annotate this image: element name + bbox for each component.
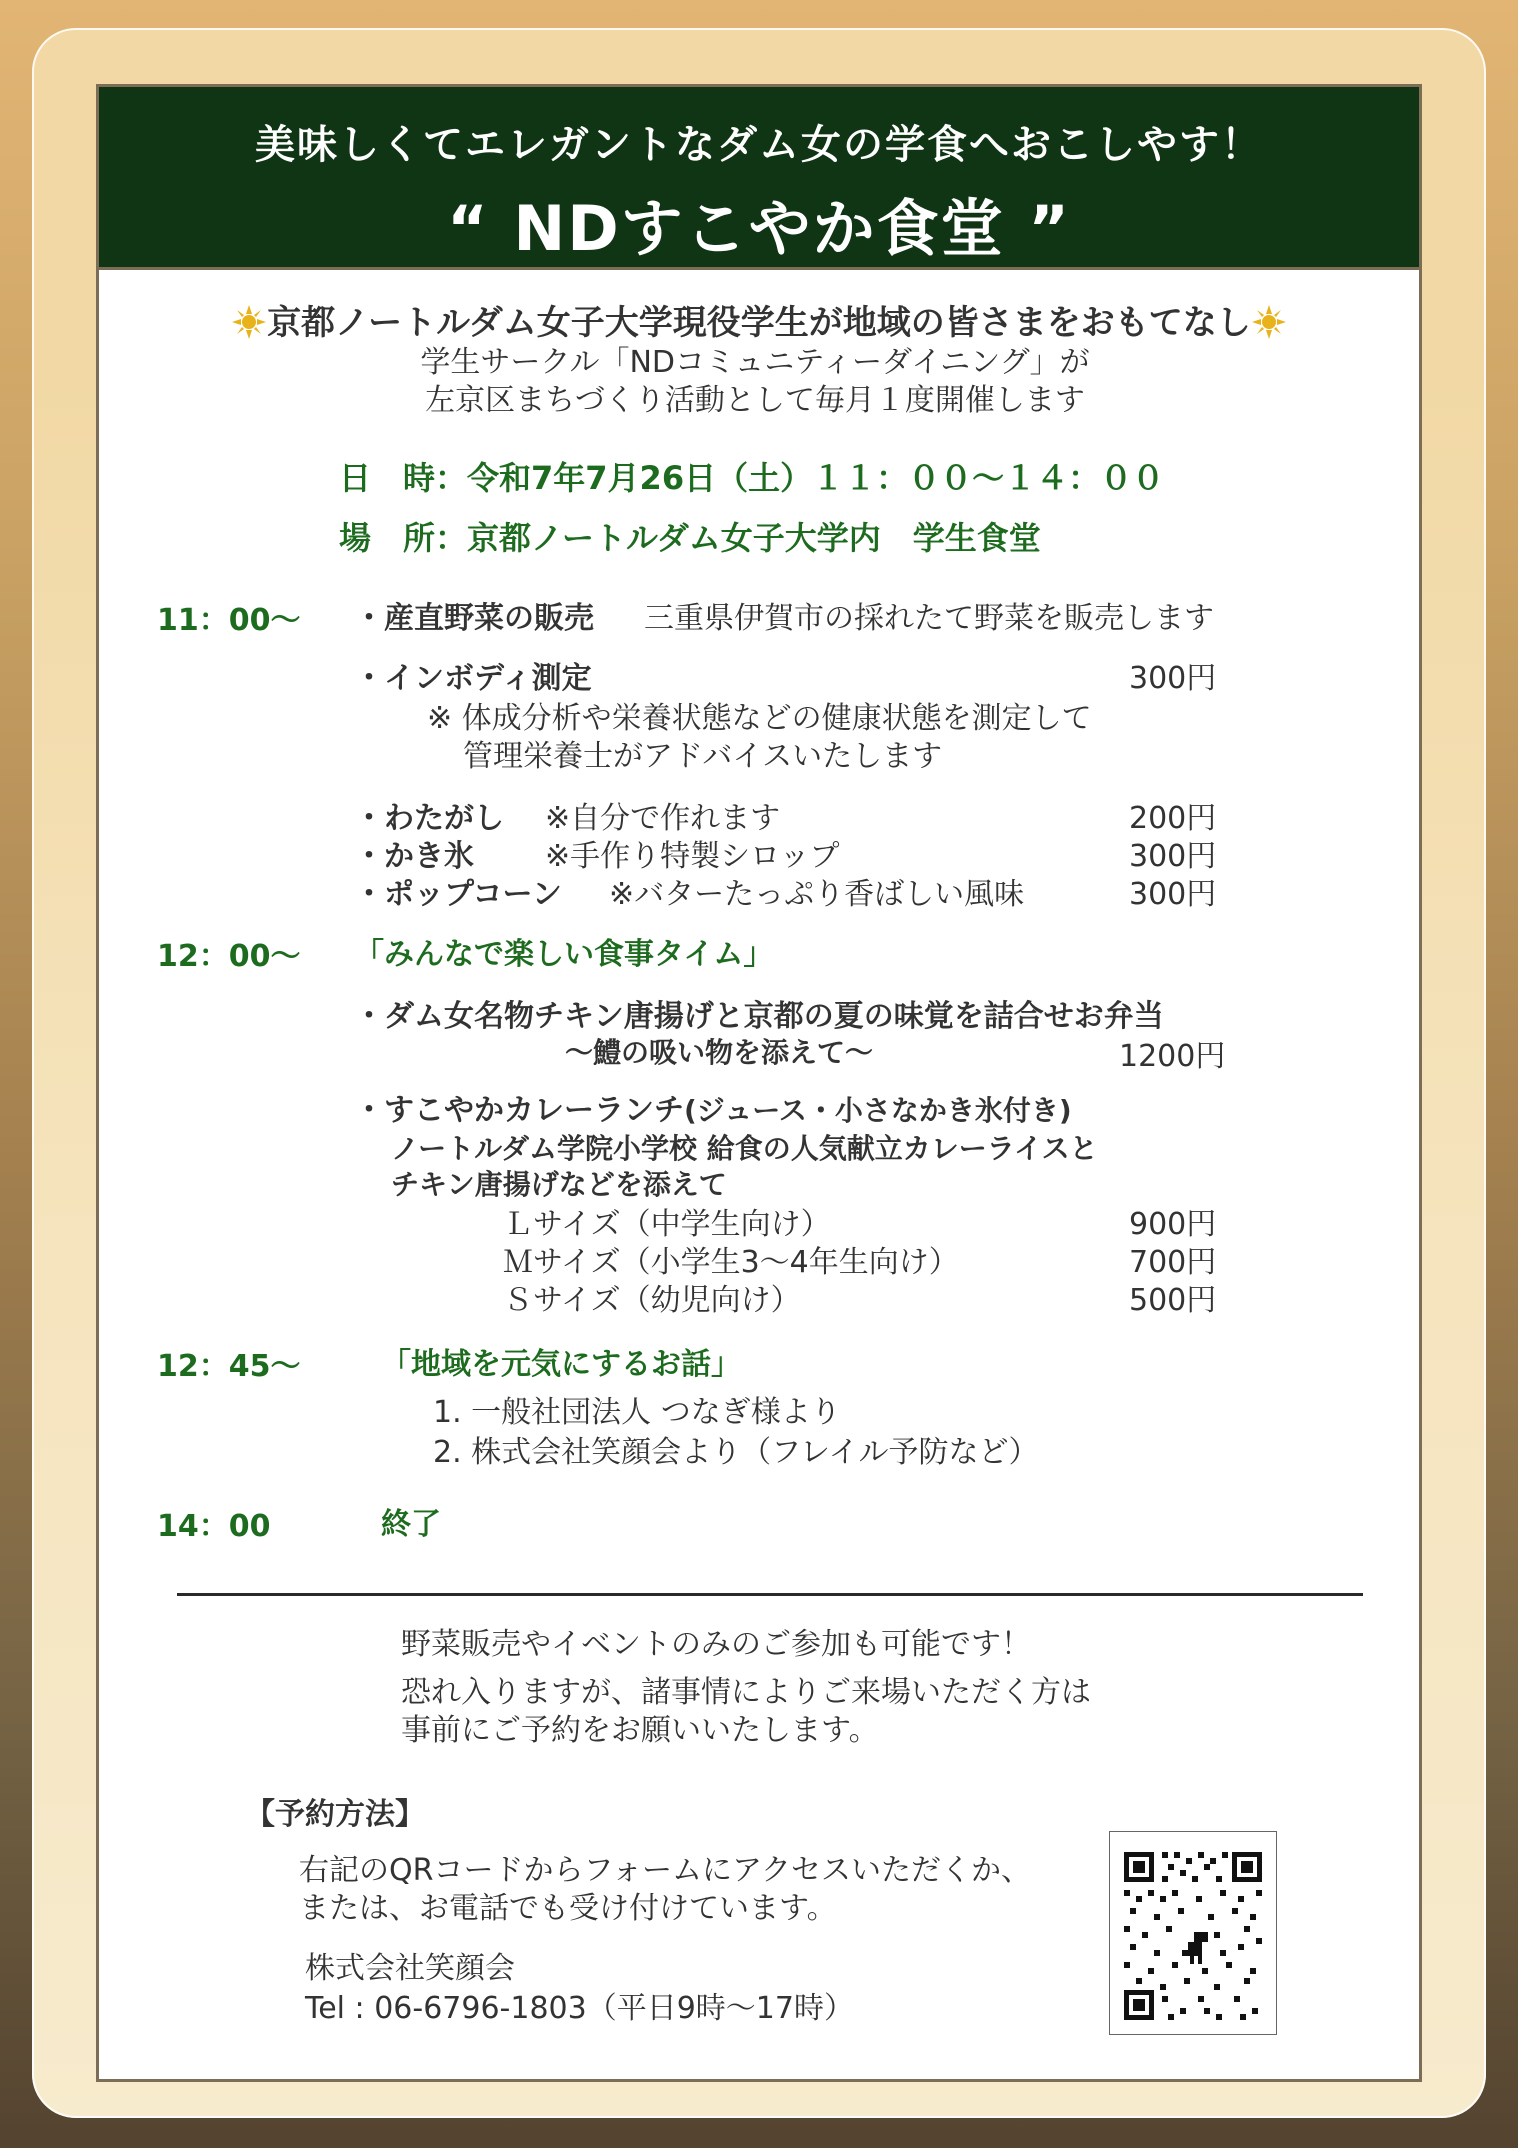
bento-subtitle: ～鱧の吸い物を添えて～ xyxy=(565,1036,874,1069)
talk-title: 「地域を元気にするお話」 xyxy=(381,1347,741,1382)
event-place xyxy=(339,513,1041,559)
size-l-price: 900円 xyxy=(1129,1207,1217,1242)
inbody-name: ・インボディ測定 xyxy=(354,661,592,696)
reservation-text-1: 右記のQRコードからフォームにアクセスいただくか、 xyxy=(299,1853,1032,1888)
curry-lunch xyxy=(354,1085,1072,1129)
size-l: Ｌサイズ（中学生向け） xyxy=(503,1207,831,1242)
veg-sale-desc: 三重県伊賀市の採れたて野菜を販売します xyxy=(644,601,1214,636)
reservation-heading: 【予約方法】 xyxy=(245,1797,425,1832)
time-1200: 12：00～ xyxy=(157,939,301,974)
flyer-sheet xyxy=(96,84,1422,2082)
banner-tagline: 美味しくてエレガントなダム女の学食へおこしやす！ xyxy=(255,122,1263,168)
intro-headline-text: 京都ノートルダム女子大学現役学生が地域の皆さまをおもてなし xyxy=(267,303,1251,343)
intro-sub-1: 学生サークル「NDコミュニティーダイニング」が xyxy=(420,345,1090,380)
sun-icon xyxy=(1251,304,1287,340)
bento-price: 1200円 xyxy=(1119,1039,1226,1074)
place-label: 場 所： xyxy=(339,519,468,557)
time-1245: 12：45～ xyxy=(157,1349,301,1384)
shaved-ice-name: ・かき氷 xyxy=(354,839,474,874)
popcorn-name: ・ポップコーン xyxy=(354,877,562,912)
notice-line-3: 事前にご予約をお願いいたします。 xyxy=(401,1713,879,1748)
cotton-candy-price: 200円 xyxy=(1129,801,1217,836)
curry-desc-1: ノートルダム学院小学校 給食の人気献立カレーライスと xyxy=(391,1132,1098,1165)
time-1100: 11：00～ xyxy=(157,603,301,638)
time-1400: 14：00 xyxy=(157,1509,271,1544)
inbody-note-2: 管理栄養士がアドバイスいたします xyxy=(463,739,943,774)
date-label: 日 時： xyxy=(339,459,468,497)
bento-name: ・ダム女名物チキン唐揚げと京都の夏の味覚を詰合せお弁当 xyxy=(354,999,1164,1034)
talk-item-2: 2. 株式会社笑顔会より（フレイル予防など） xyxy=(433,1435,1039,1470)
date-value: 令和7年7月26日（土）１１：００～１４：００ xyxy=(467,459,1165,497)
inbody-note-1: ※ 体成分析や栄養状態などの健康状態を測定して xyxy=(427,701,1092,736)
reservation-text-2: または、お電話でも受け付けています。 xyxy=(299,1891,837,1926)
banner-title: “ NDすこやか食堂 ” xyxy=(446,192,1072,265)
place-value: 京都ノートルダム女子大学内 学生食堂 xyxy=(467,519,1041,557)
qr-code-icon xyxy=(1110,1832,1276,2034)
popcorn-price: 300円 xyxy=(1129,877,1217,912)
cotton-candy-name: ・わたがし xyxy=(354,801,504,836)
intro-sub-2: 左京区まちづくり活動として毎月１度開催します xyxy=(425,383,1085,418)
divider xyxy=(177,1593,1363,1596)
inbody-price: 300円 xyxy=(1129,661,1217,696)
end-label: 終了 xyxy=(381,1507,441,1542)
header-banner xyxy=(99,87,1419,270)
meal-time-title: 「みんなで楽しい食事タイム」 xyxy=(354,937,774,972)
size-s: Ｓサイズ（幼児向け） xyxy=(503,1283,801,1318)
company-name: 株式会社笑顔会 xyxy=(305,1951,515,1986)
popcorn-note: ※バターたっぷり香ばしい風味 xyxy=(609,877,1025,912)
curry-lunch-name: ・すこやかカレーランチ xyxy=(354,1093,684,1128)
notice-line-2: 恐れ入りますが、諸事情によりご来場いただく方は xyxy=(401,1675,1091,1710)
event-date xyxy=(339,453,1164,499)
notice-line-1: 野菜販売やイベントのみのご参加も可能です！ xyxy=(401,1627,1031,1662)
curry-lunch-extras: (ジュース・小さなかき氷付き) xyxy=(684,1094,1072,1127)
shaved-ice-price: 300円 xyxy=(1129,839,1217,874)
reservation-qr-code[interactable] xyxy=(1109,1831,1277,2035)
talk-item-1: 1. 一般社団法人 つなぎ様より xyxy=(433,1395,841,1430)
shaved-ice-note: ※手作り特製シロップ xyxy=(545,839,840,874)
sun-icon xyxy=(231,304,267,340)
veg-sale-name: ・産直野菜の販売 xyxy=(354,601,594,636)
cotton-candy-note: ※自分で作れます xyxy=(545,801,781,836)
curry-desc-2: チキン唐揚げなどを添えて xyxy=(391,1168,727,1201)
size-s-price: 500円 xyxy=(1129,1283,1217,1318)
company-tel[interactable]: Tel : 06-6796-1803（平日9時～17時） xyxy=(305,1991,854,2026)
size-m-price: 700円 xyxy=(1129,1245,1217,1280)
size-m: Ｍサイズ（小学生3～4年生向け） xyxy=(503,1245,959,1280)
